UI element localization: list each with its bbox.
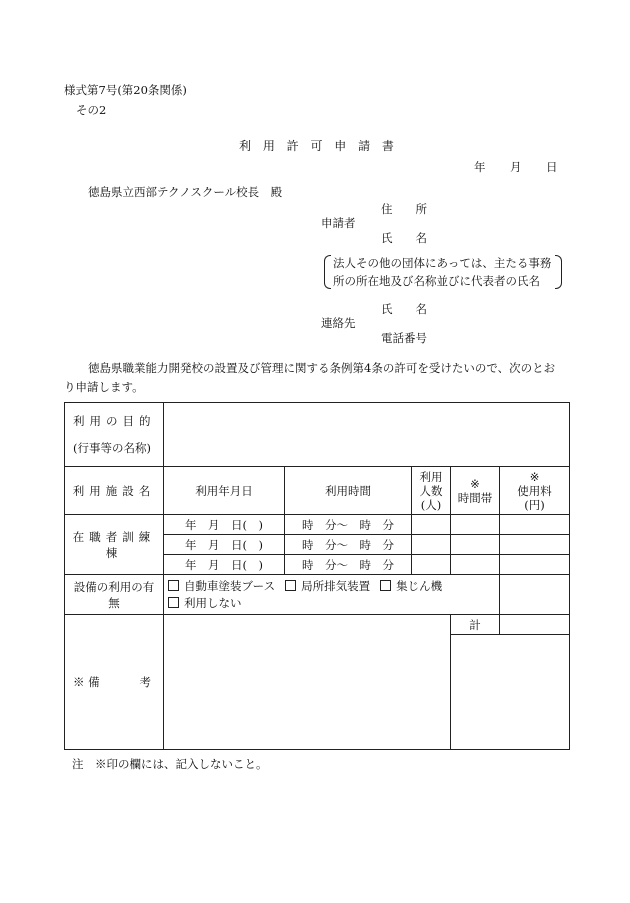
facility-header <box>65 467 164 515</box>
equipment-fee-cell <box>500 575 570 615</box>
equipment-option-none-label: 利用しない <box>184 595 242 610</box>
checkbox-icon[interactable] <box>168 597 179 608</box>
equipment-option-3-label: 集じん機 <box>396 578 443 593</box>
purpose-input[interactable] <box>164 403 570 467</box>
remarks-label-cell <box>65 615 164 750</box>
date-day: 日 <box>546 160 558 174</box>
count-cell-1[interactable] <box>412 515 451 535</box>
date-cell-2[interactable]: 年 月 日( ) <box>164 535 285 555</box>
document-title: 利 用 許 可 申 請 書 <box>239 139 398 153</box>
fee-header <box>500 467 570 515</box>
fee-header-unit: (円) <box>524 497 545 512</box>
facility-name: 在職者訓練棟 <box>72 529 156 560</box>
checkbox-icon[interactable] <box>285 580 296 591</box>
equipment-options-cell <box>164 575 500 615</box>
remarks-mark: ※ <box>73 675 85 689</box>
equipment-option-1-label: 自動車塗装ブース <box>184 578 276 593</box>
checkbox-icon[interactable] <box>380 580 391 591</box>
purpose-label-cell <box>65 403 164 467</box>
contact-name-label: 氏 名 <box>381 302 427 316</box>
equipment-option-none[interactable] <box>168 596 242 610</box>
equipment-option-1[interactable] <box>168 579 275 593</box>
date-cell-1[interactable]: 年 月 日( ) <box>164 515 285 535</box>
slot-cell-1 <box>451 515 500 535</box>
slot-cell-3 <box>451 555 500 575</box>
form-number: 様式第7号(第20条関係) <box>64 83 187 97</box>
count-header <box>412 467 451 515</box>
time-cell-1[interactable]: 時 分～ 時 分 <box>285 515 412 535</box>
time-cell-3[interactable]: 時 分～ 時 分 <box>285 555 412 575</box>
applicant-name-label: 氏 名 <box>381 231 427 245</box>
footnote: 注 ※印の欄には、記入しないこと。 <box>72 757 268 771</box>
addressee: 徳島県立西部テクノスクール校長 殿 <box>88 185 283 199</box>
slot-header-text: 時間帯 <box>457 490 493 505</box>
count-header-line-1: 利用 <box>419 469 443 484</box>
form-sub-number: その2 <box>76 103 107 117</box>
remarks-label-ko: 考 <box>139 675 151 689</box>
checkbox-icon[interactable] <box>168 580 179 591</box>
body-text-line-2: り申請します。 <box>64 380 144 394</box>
remarks-extra <box>451 635 570 750</box>
time-header: 利用時間 <box>285 467 412 515</box>
corporate-note <box>324 254 562 290</box>
corporate-note-line-2: 所の所在地及び名称並びに代表者の氏名 <box>333 274 540 288</box>
count-cell-3[interactable] <box>412 555 451 575</box>
slot-header <box>451 467 500 515</box>
count-header-line-2: 人数 <box>419 483 443 498</box>
application-table <box>64 402 570 750</box>
fee-header-text: 使用料 <box>517 483 552 498</box>
fee-header-mark: ※ <box>529 469 540 484</box>
time-cell-2[interactable]: 時 分～ 時 分 <box>285 535 412 555</box>
body-text-line-1: 徳島県職業能力開発校の設置及び管理に関する条例第4条の許可を受けたいので、次のとお <box>88 361 556 375</box>
equipment-label: 設備の利用の有無 <box>65 575 164 615</box>
fee-cell-1 <box>500 515 570 535</box>
slot-cell-2 <box>451 535 500 555</box>
date-year: 年 <box>474 160 486 174</box>
applicant-label: 申請者 <box>321 216 356 230</box>
count-cell-2[interactable] <box>412 535 451 555</box>
fee-cell-2 <box>500 535 570 555</box>
count-header-line-3: (人) <box>420 497 442 512</box>
purpose-label: 利用の目的 <box>73 414 156 428</box>
equipment-option-2[interactable] <box>285 579 370 593</box>
facility-header-text: 利用施設名 <box>72 483 156 498</box>
slot-header-mark: ※ <box>470 476 480 491</box>
fee-cell-3 <box>500 555 570 575</box>
purpose-sublabel: (行事等の名称) <box>73 441 151 455</box>
remarks-label-bi: 備 <box>88 675 100 689</box>
total-cell <box>500 615 570 635</box>
equipment-option-2-label: 局所排気装置 <box>301 578 371 593</box>
contact-phone-label: 電話番号 <box>381 331 427 345</box>
date-month: 月 <box>510 160 522 174</box>
remarks-cell <box>164 615 451 750</box>
date-header: 利用年月日 <box>164 467 285 515</box>
facility-name-cell <box>65 515 164 575</box>
contact-label: 連絡先 <box>321 316 356 330</box>
date-cell-3[interactable]: 年 月 日( ) <box>164 555 285 575</box>
total-label: 計 <box>451 615 500 635</box>
equipment-option-3[interactable] <box>380 579 442 593</box>
corporate-note-line-1: 法人その他の団体にあっては、主たる事務 <box>333 256 552 270</box>
applicant-address-label: 住 所 <box>381 202 427 216</box>
